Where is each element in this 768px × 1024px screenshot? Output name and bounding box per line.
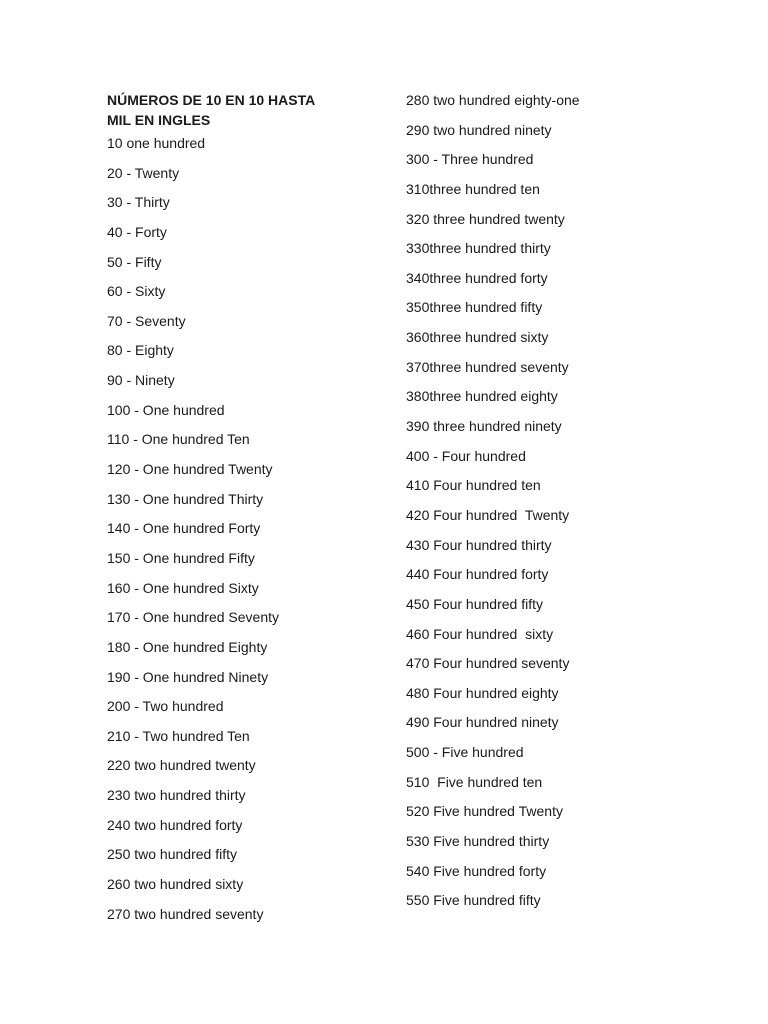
- list-item: 320 three hundred twenty: [406, 210, 565, 227]
- list-item: 160 - One hundred Sixty: [107, 579, 259, 596]
- list-item: 430 Four hundred thirty: [406, 536, 552, 553]
- list-item: 330three hundred thirty: [406, 240, 551, 257]
- title-line-2: MIL EN INGLES: [107, 112, 211, 128]
- list-item: 200 - Two hundred: [107, 698, 224, 715]
- list-item: 280 two hundred eighty-one: [406, 92, 580, 108]
- list-item: 480 Four hundred eighty: [406, 684, 559, 701]
- right-column: [406, 90, 706, 921]
- list-item: 450 Four hundred fifty: [406, 595, 543, 612]
- list-item: 20 - Twenty: [107, 164, 180, 181]
- list-item: 100 - One hundred: [107, 401, 225, 418]
- list-item: 520 Five hundred Twenty: [406, 803, 563, 820]
- list-item: 360three hundred sixty: [406, 329, 549, 346]
- list-item: 500 - Five hundred: [406, 744, 524, 761]
- list-item: 440 Four hundred forty: [406, 566, 549, 583]
- list-item: 30 - Thirty: [107, 194, 170, 211]
- list-item: 270 two hundred seventy: [107, 905, 264, 922]
- list-item: 390 three hundred ninety: [406, 418, 562, 435]
- list-item: 130 - One hundred Thirty: [107, 490, 264, 507]
- list-item: 240 two hundred forty: [107, 816, 243, 833]
- list-item: 470 Four hundred seventy: [406, 655, 570, 672]
- list-item: 510 Five hundred ten: [406, 773, 543, 790]
- list-item: 220 two hundred twenty: [107, 757, 256, 774]
- list-item: 140 - One hundred Forty: [107, 520, 261, 537]
- list-item: 310three hundred ten: [406, 180, 540, 197]
- document-title: [107, 90, 377, 134]
- list-item: 350three hundred fifty: [406, 299, 543, 316]
- list-item: 10 one hundred: [107, 135, 206, 151]
- list-item: 210 - Two hundred Ten: [107, 727, 250, 744]
- list-item: 530 Five hundred thirty: [406, 833, 550, 850]
- list-item: 80 - Eighty: [107, 342, 174, 359]
- right-number-list: [406, 90, 706, 921]
- list-item: 40 - Forty: [107, 223, 167, 240]
- list-item: 150 - One hundred Fifty: [107, 549, 255, 566]
- title-line-1: NÚMEROS DE 10 EN 10 HASTA: [107, 92, 316, 108]
- list-item: 340three hundred forty: [406, 269, 548, 286]
- list-item: 460 Four hundred sixty: [406, 625, 554, 642]
- list-item: 410 Four hundred ten: [406, 477, 541, 494]
- list-item: 300 - Three hundred: [406, 151, 534, 168]
- left-number-list: [107, 134, 377, 934]
- list-item: 170 - One hundred Seventy: [107, 609, 280, 626]
- list-item: 250 two hundred fifty: [107, 846, 237, 863]
- list-item: 490 Four hundred ninety: [406, 714, 559, 731]
- list-item: 370three hundred seventy: [406, 358, 569, 375]
- list-item: 550 Five hundred fifty: [406, 892, 541, 909]
- list-item: 90 - Ninety: [107, 372, 175, 389]
- list-item: 120 - One hundred Twenty: [107, 461, 273, 478]
- list-item: 50 - Fifty: [107, 253, 162, 270]
- list-item: 400 - Four hundred: [406, 447, 526, 464]
- list-item: 180 - One hundred Eighty: [107, 638, 268, 655]
- list-item: 540 Five hundred forty: [406, 862, 547, 879]
- list-item: 70 - Seventy: [107, 312, 186, 329]
- list-item: 190 - One hundred Ninety: [107, 668, 269, 685]
- list-item: 380three hundred eighty: [406, 388, 558, 405]
- list-item: 110 - One hundred Ten: [107, 431, 250, 448]
- left-column: [107, 90, 377, 934]
- list-item: 230 two hundred thirty: [107, 787, 246, 804]
- list-item: 60 - Sixty: [107, 283, 166, 300]
- list-item: 260 two hundred sixty: [107, 876, 244, 893]
- list-item: 290 two hundred ninety: [406, 121, 552, 138]
- list-item: 420 Four hundred Twenty: [406, 506, 570, 523]
